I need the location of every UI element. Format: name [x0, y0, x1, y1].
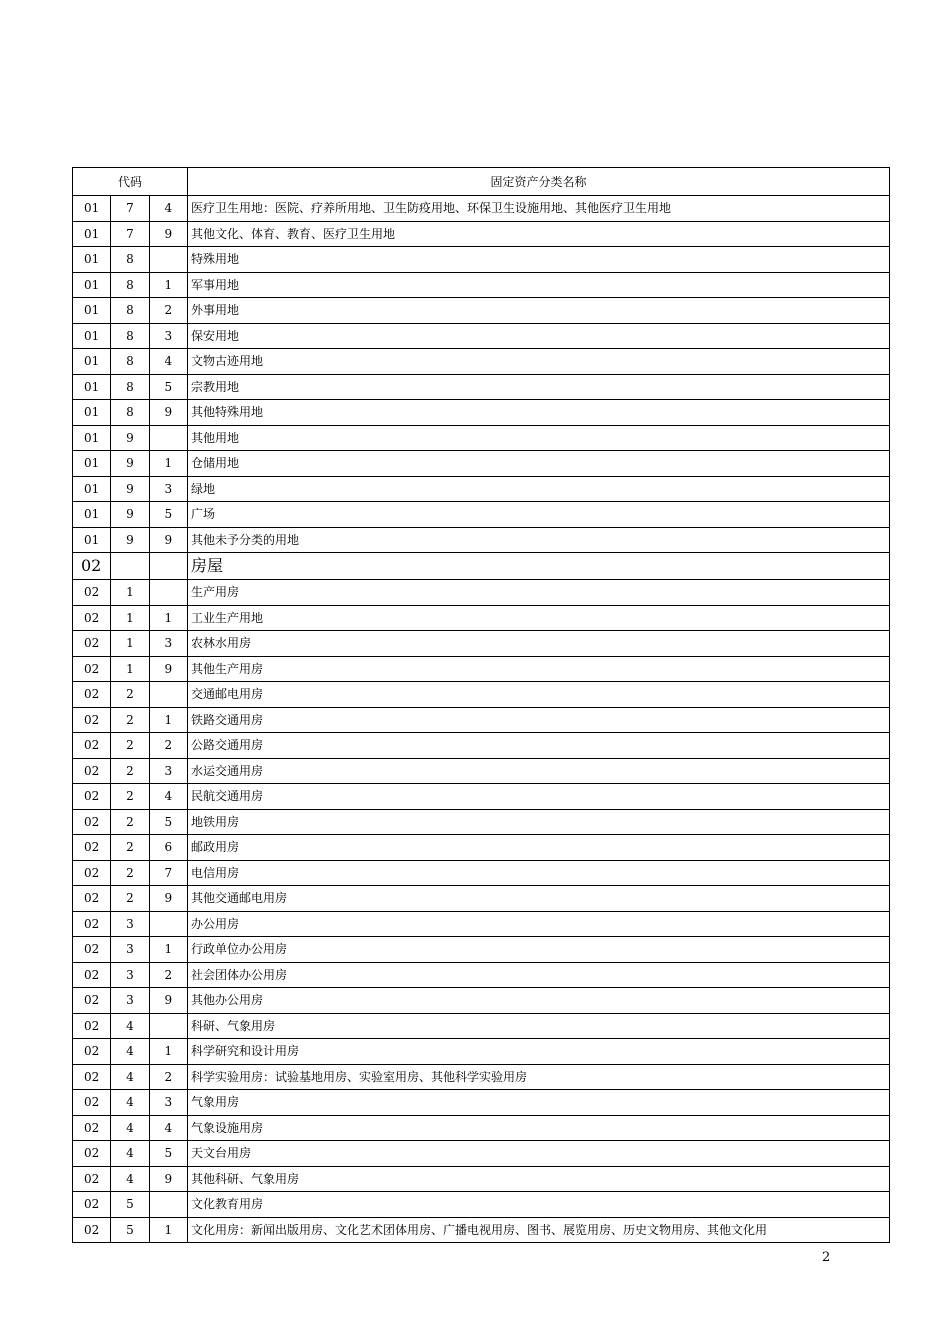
table-row [73, 349, 890, 375]
code-level-1: 02 [73, 758, 111, 784]
code-level-3: 4 [149, 1115, 187, 1141]
code-level-3 [149, 911, 187, 937]
code-level-1: 02 [73, 656, 111, 682]
code-level-3: 9 [149, 886, 187, 912]
code-level-3: 2 [149, 733, 187, 759]
table-row [73, 988, 890, 1014]
code-level-2: 4 [111, 1141, 149, 1167]
code-level-3: 3 [149, 758, 187, 784]
code-level-3 [149, 1192, 187, 1218]
code-level-3: 5 [149, 374, 187, 400]
table-row [73, 962, 890, 988]
table-row [73, 502, 890, 528]
code-level-3 [149, 580, 187, 606]
table-row [73, 1192, 890, 1218]
code-level-1: 02 [73, 707, 111, 733]
table-row [73, 835, 890, 861]
table-row [73, 937, 890, 963]
code-level-3: 2 [149, 962, 187, 988]
table-row [73, 656, 890, 682]
code-level-3: 7 [149, 860, 187, 886]
table-row [73, 1166, 890, 1192]
code-level-3: 9 [149, 221, 187, 247]
code-level-1: 02 [73, 1192, 111, 1218]
classification-name: 铁路交通用房 [188, 707, 890, 733]
code-level-1: 02 [73, 1217, 111, 1243]
table-row [73, 707, 890, 733]
code-level-2: 3 [111, 911, 149, 937]
code-level-2: 1 [111, 580, 149, 606]
classification-name: 工业生产用地 [188, 605, 890, 631]
classification-name: 宗教用地 [188, 374, 890, 400]
code-level-2: 9 [111, 476, 149, 502]
classification-name: 邮政用房 [188, 835, 890, 861]
classification-name: 其他科研、气象用房 [188, 1166, 890, 1192]
table-row [73, 1090, 890, 1116]
code-level-3: 3 [149, 1090, 187, 1116]
code-level-3: 1 [149, 1039, 187, 1065]
classification-name: 交通邮电用房 [188, 682, 890, 708]
code-level-1: 02 [73, 809, 111, 835]
classification-name: 文化用房：新闻出版用房、文化艺术团体用房、广播电视用房、图书、展览用房、历史文物用房、其他文化用 [188, 1217, 890, 1243]
code-level-3: 5 [149, 809, 187, 835]
code-level-2: 3 [111, 988, 149, 1014]
code-level-1: 01 [73, 451, 111, 477]
table-row [73, 605, 890, 631]
code-level-2: 4 [111, 1039, 149, 1065]
code-level-2: 8 [111, 400, 149, 426]
classification-name: 公路交通用房 [188, 733, 890, 759]
code-level-2: 2 [111, 784, 149, 810]
code-level-3: 2 [149, 1064, 187, 1090]
classification-name: 其他特殊用地 [188, 400, 890, 426]
code-level-2: 4 [111, 1090, 149, 1116]
classification-name: 科学实验用房：试验基地用房、实验室用房、其他科学实验用房 [188, 1064, 890, 1090]
code-level-2: 7 [111, 221, 149, 247]
classification-name: 科研、气象用房 [188, 1013, 890, 1039]
code-level-2: 2 [111, 860, 149, 886]
code-level-2: 2 [111, 733, 149, 759]
code-level-1: 02 [73, 1064, 111, 1090]
code-level-2: 9 [111, 425, 149, 451]
table-row [73, 733, 890, 759]
code-level-3: 3 [149, 476, 187, 502]
code-level-2: 3 [111, 937, 149, 963]
code-level-2: 4 [111, 1013, 149, 1039]
code-level-1: 02 [73, 682, 111, 708]
classification-name: 气象用房 [188, 1090, 890, 1116]
code-level-2: 2 [111, 809, 149, 835]
table-row [73, 527, 890, 553]
asset-classification-table [72, 167, 890, 1243]
table-row [73, 1039, 890, 1065]
classification-name: 广场 [188, 502, 890, 528]
code-level-2: 2 [111, 758, 149, 784]
page-number: 2 [822, 1250, 831, 1265]
table-row [73, 860, 890, 886]
table-row [73, 272, 890, 298]
code-level-3 [149, 682, 187, 708]
table-row [73, 425, 890, 451]
table-row [73, 400, 890, 426]
classification-name: 文物古迹用地 [188, 349, 890, 375]
table-body [73, 196, 890, 1243]
code-level-1: 01 [73, 425, 111, 451]
code-level-2: 8 [111, 272, 149, 298]
code-level-3: 9 [149, 400, 187, 426]
code-level-1: 01 [73, 298, 111, 324]
table-row [73, 1064, 890, 1090]
code-level-1: 01 [73, 247, 111, 273]
code-level-3 [149, 553, 187, 580]
code-level-3: 3 [149, 323, 187, 349]
code-level-1: 01 [73, 272, 111, 298]
table-row [73, 784, 890, 810]
code-level-2: 2 [111, 682, 149, 708]
table-row [73, 1013, 890, 1039]
table-row [73, 758, 890, 784]
code-level-1: 02 [73, 631, 111, 657]
code-level-1: 02 [73, 911, 111, 937]
classification-name: 保安用地 [188, 323, 890, 349]
table-row [73, 1115, 890, 1141]
header-code: 代码 [73, 168, 188, 196]
classification-name: 仓储用地 [188, 451, 890, 477]
table-row [73, 247, 890, 273]
classification-name: 生产用房 [188, 580, 890, 606]
classification-name: 天文台用房 [188, 1141, 890, 1167]
code-level-2: 2 [111, 886, 149, 912]
table-row [73, 323, 890, 349]
code-level-1: 01 [73, 374, 111, 400]
code-level-2: 2 [111, 835, 149, 861]
code-level-1: 02 [73, 860, 111, 886]
code-level-1: 01 [73, 502, 111, 528]
code-level-2: 1 [111, 605, 149, 631]
code-level-3 [149, 247, 187, 273]
code-level-2: 7 [111, 196, 149, 222]
code-level-3: 9 [149, 527, 187, 553]
code-level-1: 02 [73, 553, 111, 580]
classification-name: 其他生产用房 [188, 656, 890, 682]
table-row [73, 631, 890, 657]
code-level-3 [149, 1013, 187, 1039]
classification-name: 社会团体办公用房 [188, 962, 890, 988]
code-level-3: 1 [149, 937, 187, 963]
classification-name: 办公用房 [188, 911, 890, 937]
code-level-2: 1 [111, 656, 149, 682]
code-level-3: 5 [149, 502, 187, 528]
code-level-2: 8 [111, 247, 149, 273]
classification-name: 其他未予分类的用地 [188, 527, 890, 553]
code-level-2: 5 [111, 1192, 149, 1218]
code-level-1: 02 [73, 580, 111, 606]
code-level-2 [111, 553, 149, 580]
code-level-1: 01 [73, 221, 111, 247]
classification-name: 外事用地 [188, 298, 890, 324]
classification-name: 医疗卫生用地：医院、疗养所用地、卫生防疫用地、环保卫生设施用地、其他医疗卫生用地 [188, 196, 890, 222]
code-level-1: 02 [73, 937, 111, 963]
table-row [73, 298, 890, 324]
code-level-3 [149, 425, 187, 451]
code-level-3: 4 [149, 349, 187, 375]
classification-name: 地铁用房 [188, 809, 890, 835]
code-level-3: 5 [149, 1141, 187, 1167]
code-level-1: 02 [73, 886, 111, 912]
table-row [73, 221, 890, 247]
code-level-2: 4 [111, 1064, 149, 1090]
code-level-1: 02 [73, 733, 111, 759]
code-level-1: 01 [73, 527, 111, 553]
table-row [73, 886, 890, 912]
code-level-3: 9 [149, 988, 187, 1014]
code-level-1: 02 [73, 962, 111, 988]
code-level-1: 02 [73, 1090, 111, 1116]
table-row [73, 682, 890, 708]
classification-name: 特殊用地 [188, 247, 890, 273]
code-level-2: 3 [111, 962, 149, 988]
table-header-row [73, 168, 890, 196]
table-row [73, 476, 890, 502]
code-level-2: 8 [111, 323, 149, 349]
code-level-3: 1 [149, 707, 187, 733]
classification-name: 行政单位办公用房 [188, 937, 890, 963]
code-level-2: 4 [111, 1166, 149, 1192]
classification-name: 其他办公用房 [188, 988, 890, 1014]
classification-name: 绿地 [188, 476, 890, 502]
table-row [73, 911, 890, 937]
classification-name: 文化教育用房 [188, 1192, 890, 1218]
code-level-3: 9 [149, 656, 187, 682]
code-level-1: 02 [73, 605, 111, 631]
code-level-1: 02 [73, 1039, 111, 1065]
classification-name: 电信用房 [188, 860, 890, 886]
classification-name: 房屋 [188, 553, 890, 580]
code-level-3: 2 [149, 298, 187, 324]
table-row [73, 553, 890, 580]
code-level-3: 1 [149, 605, 187, 631]
classification-name: 军事用地 [188, 272, 890, 298]
code-level-2: 9 [111, 527, 149, 553]
code-level-2: 9 [111, 451, 149, 477]
classification-name: 农林水用房 [188, 631, 890, 657]
code-level-3: 4 [149, 196, 187, 222]
table-row [73, 1217, 890, 1243]
code-level-2: 8 [111, 374, 149, 400]
code-level-3: 1 [149, 451, 187, 477]
header-name: 固定资产分类名称 [188, 168, 890, 196]
code-level-1: 02 [73, 1141, 111, 1167]
code-level-2: 8 [111, 298, 149, 324]
code-level-3: 1 [149, 272, 187, 298]
code-level-3: 4 [149, 784, 187, 810]
code-level-3: 3 [149, 631, 187, 657]
code-level-1: 02 [73, 835, 111, 861]
code-level-1: 02 [73, 988, 111, 1014]
classification-name: 民航交通用房 [188, 784, 890, 810]
classification-name: 其他用地 [188, 425, 890, 451]
code-level-2: 1 [111, 631, 149, 657]
table-row [73, 580, 890, 606]
code-level-2: 8 [111, 349, 149, 375]
code-level-2: 2 [111, 707, 149, 733]
code-level-3: 9 [149, 1166, 187, 1192]
classification-name: 科学研究和设计用房 [188, 1039, 890, 1065]
code-level-3: 1 [149, 1217, 187, 1243]
code-level-1: 01 [73, 349, 111, 375]
code-level-1: 01 [73, 323, 111, 349]
code-level-3: 6 [149, 835, 187, 861]
code-level-1: 02 [73, 784, 111, 810]
table-row [73, 809, 890, 835]
classification-name: 气象设施用房 [188, 1115, 890, 1141]
code-level-1: 01 [73, 400, 111, 426]
table-row [73, 196, 890, 222]
code-level-2: 4 [111, 1115, 149, 1141]
table-row [73, 451, 890, 477]
code-level-1: 02 [73, 1013, 111, 1039]
table-row [73, 1141, 890, 1167]
classification-name: 其他文化、体育、教育、医疗卫生用地 [188, 221, 890, 247]
classification-name: 水运交通用房 [188, 758, 890, 784]
code-level-1: 01 [73, 476, 111, 502]
code-level-2: 9 [111, 502, 149, 528]
code-level-1: 02 [73, 1115, 111, 1141]
code-level-1: 01 [73, 196, 111, 222]
code-level-2: 5 [111, 1217, 149, 1243]
classification-name: 其他交通邮电用房 [188, 886, 890, 912]
table-row [73, 374, 890, 400]
code-level-1: 02 [73, 1166, 111, 1192]
